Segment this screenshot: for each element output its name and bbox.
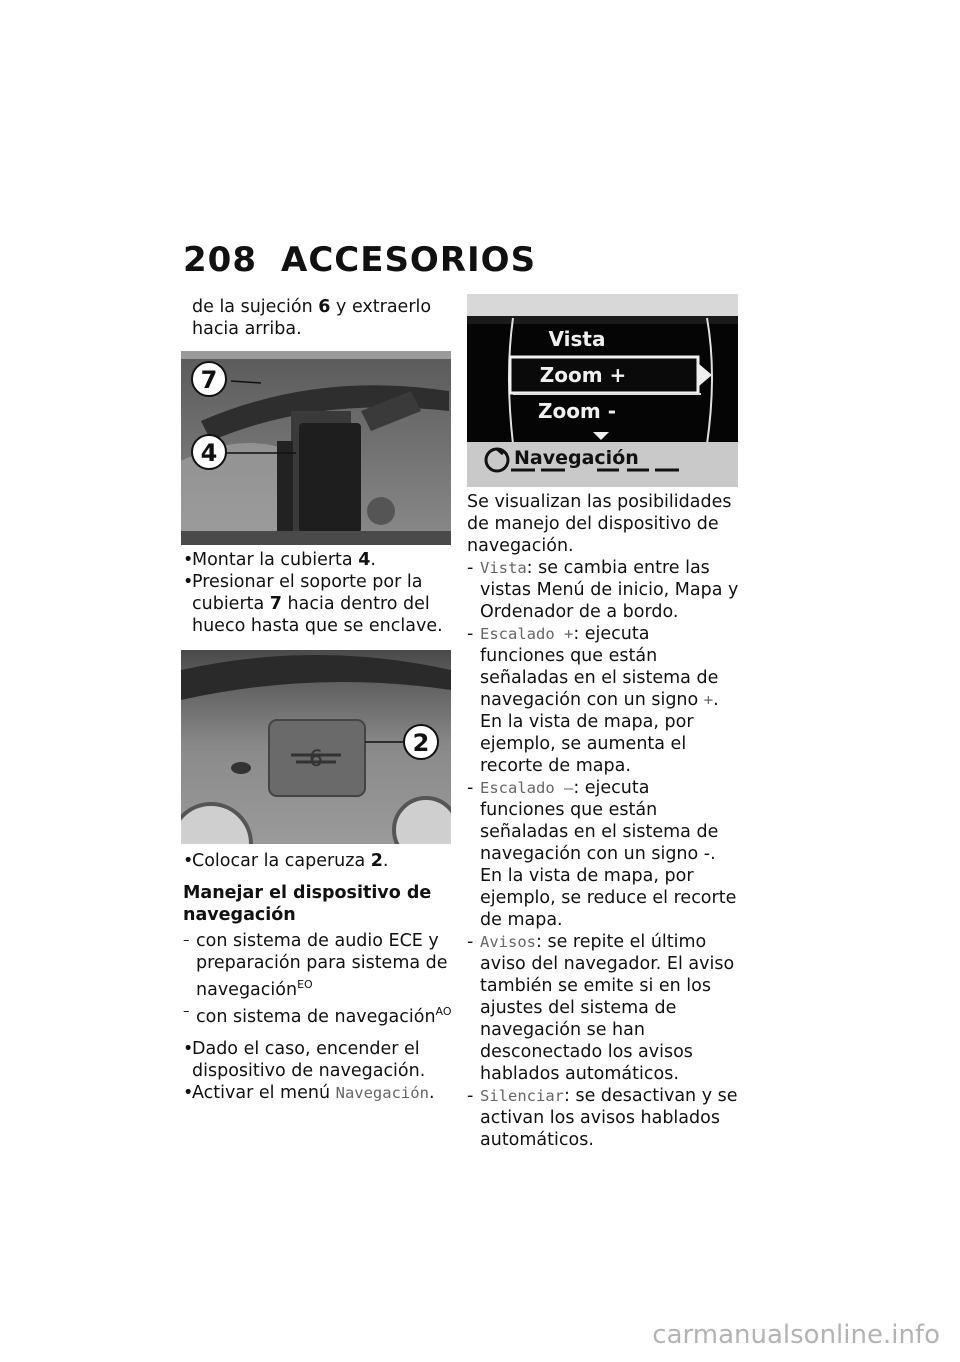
fig2-label-2: 2 <box>412 729 430 757</box>
screen-footer-navegacion: Navegación <box>514 447 639 469</box>
left-steps-1: • Montar la cubierta 4. • Presionar el soporte por la cubierta 7 hacia dentro del hueco hasta que se enclave. <box>183 549 455 637</box>
page-header <box>183 240 536 280</box>
menu-navegacion: Navegación <box>335 1084 429 1102</box>
option-escalado-minus: Escalado – <box>480 779 574 797</box>
option-silenciar: Silenciar <box>480 1087 564 1105</box>
section-title: ACCESORIOS <box>281 240 537 280</box>
right-text: Se visualizan las posibilidades de manejo del dispositivo de navegación. - Vista: se cambia entre las vistas Menú de inicio, Mapa y Ordenador de a bordo. - Escalado +: ejecuta funciones que están señaladas en el sistema de navegación con un signo +. En la vista de mapa, por ejemplo, se aumenta el recorte de mapa. - Escalado –: ejecuta funciones que están señaladas en el sistema de navegación con un signo -. En la vista de mapa, por ejemplo, se reduce el recorte de mapa. - Avisos: se repite el último aviso del navegador. El aviso también se emite si en los ajustes del sistema de navegación se han desconectado los avisos hablados automáticos. - Silenciar: se desactivan y se activan los avisos hablados automáticos. <box>467 491 739 1151</box>
navigation-screen <box>467 294 738 487</box>
left-intro: de la sujeción 6 y extraerlo hacia arriba. <box>192 297 432 339</box>
option-avisos: Avisos <box>480 933 536 951</box>
screen-item-zoom-plus: Zoom + <box>539 363 627 387</box>
page-number: 208 <box>183 240 257 280</box>
svg-text:6: 6 <box>309 747 323 772</box>
holder-photo <box>181 351 451 545</box>
fig1-label-7: 7 <box>200 366 218 394</box>
section-heading: Manejar el dispositivo de navegación <box>183 883 432 925</box>
screen-item-vista: Vista <box>548 327 606 351</box>
cover-photo <box>181 650 451 844</box>
option-vista: Vista <box>480 559 527 577</box>
left-steps-2: • Colocar la caperuza 2. Manejar el dispositivo de navegación – con sistema de audio ECE y preparación para sistema de navegación$^{EO}$ – con sistema de navegación$^{AO}$ • Dado el caso, encender el dispositivo de navegación. • Activar el menú Navegación. <box>183 850 455 1104</box>
option-escalado-plus: Escalado + <box>480 625 574 643</box>
screen-item-zoom-minus: Zoom - <box>537 399 617 423</box>
fig1-label-4: 4 <box>200 439 218 467</box>
watermark: carmanualsonline.info <box>652 1320 940 1350</box>
